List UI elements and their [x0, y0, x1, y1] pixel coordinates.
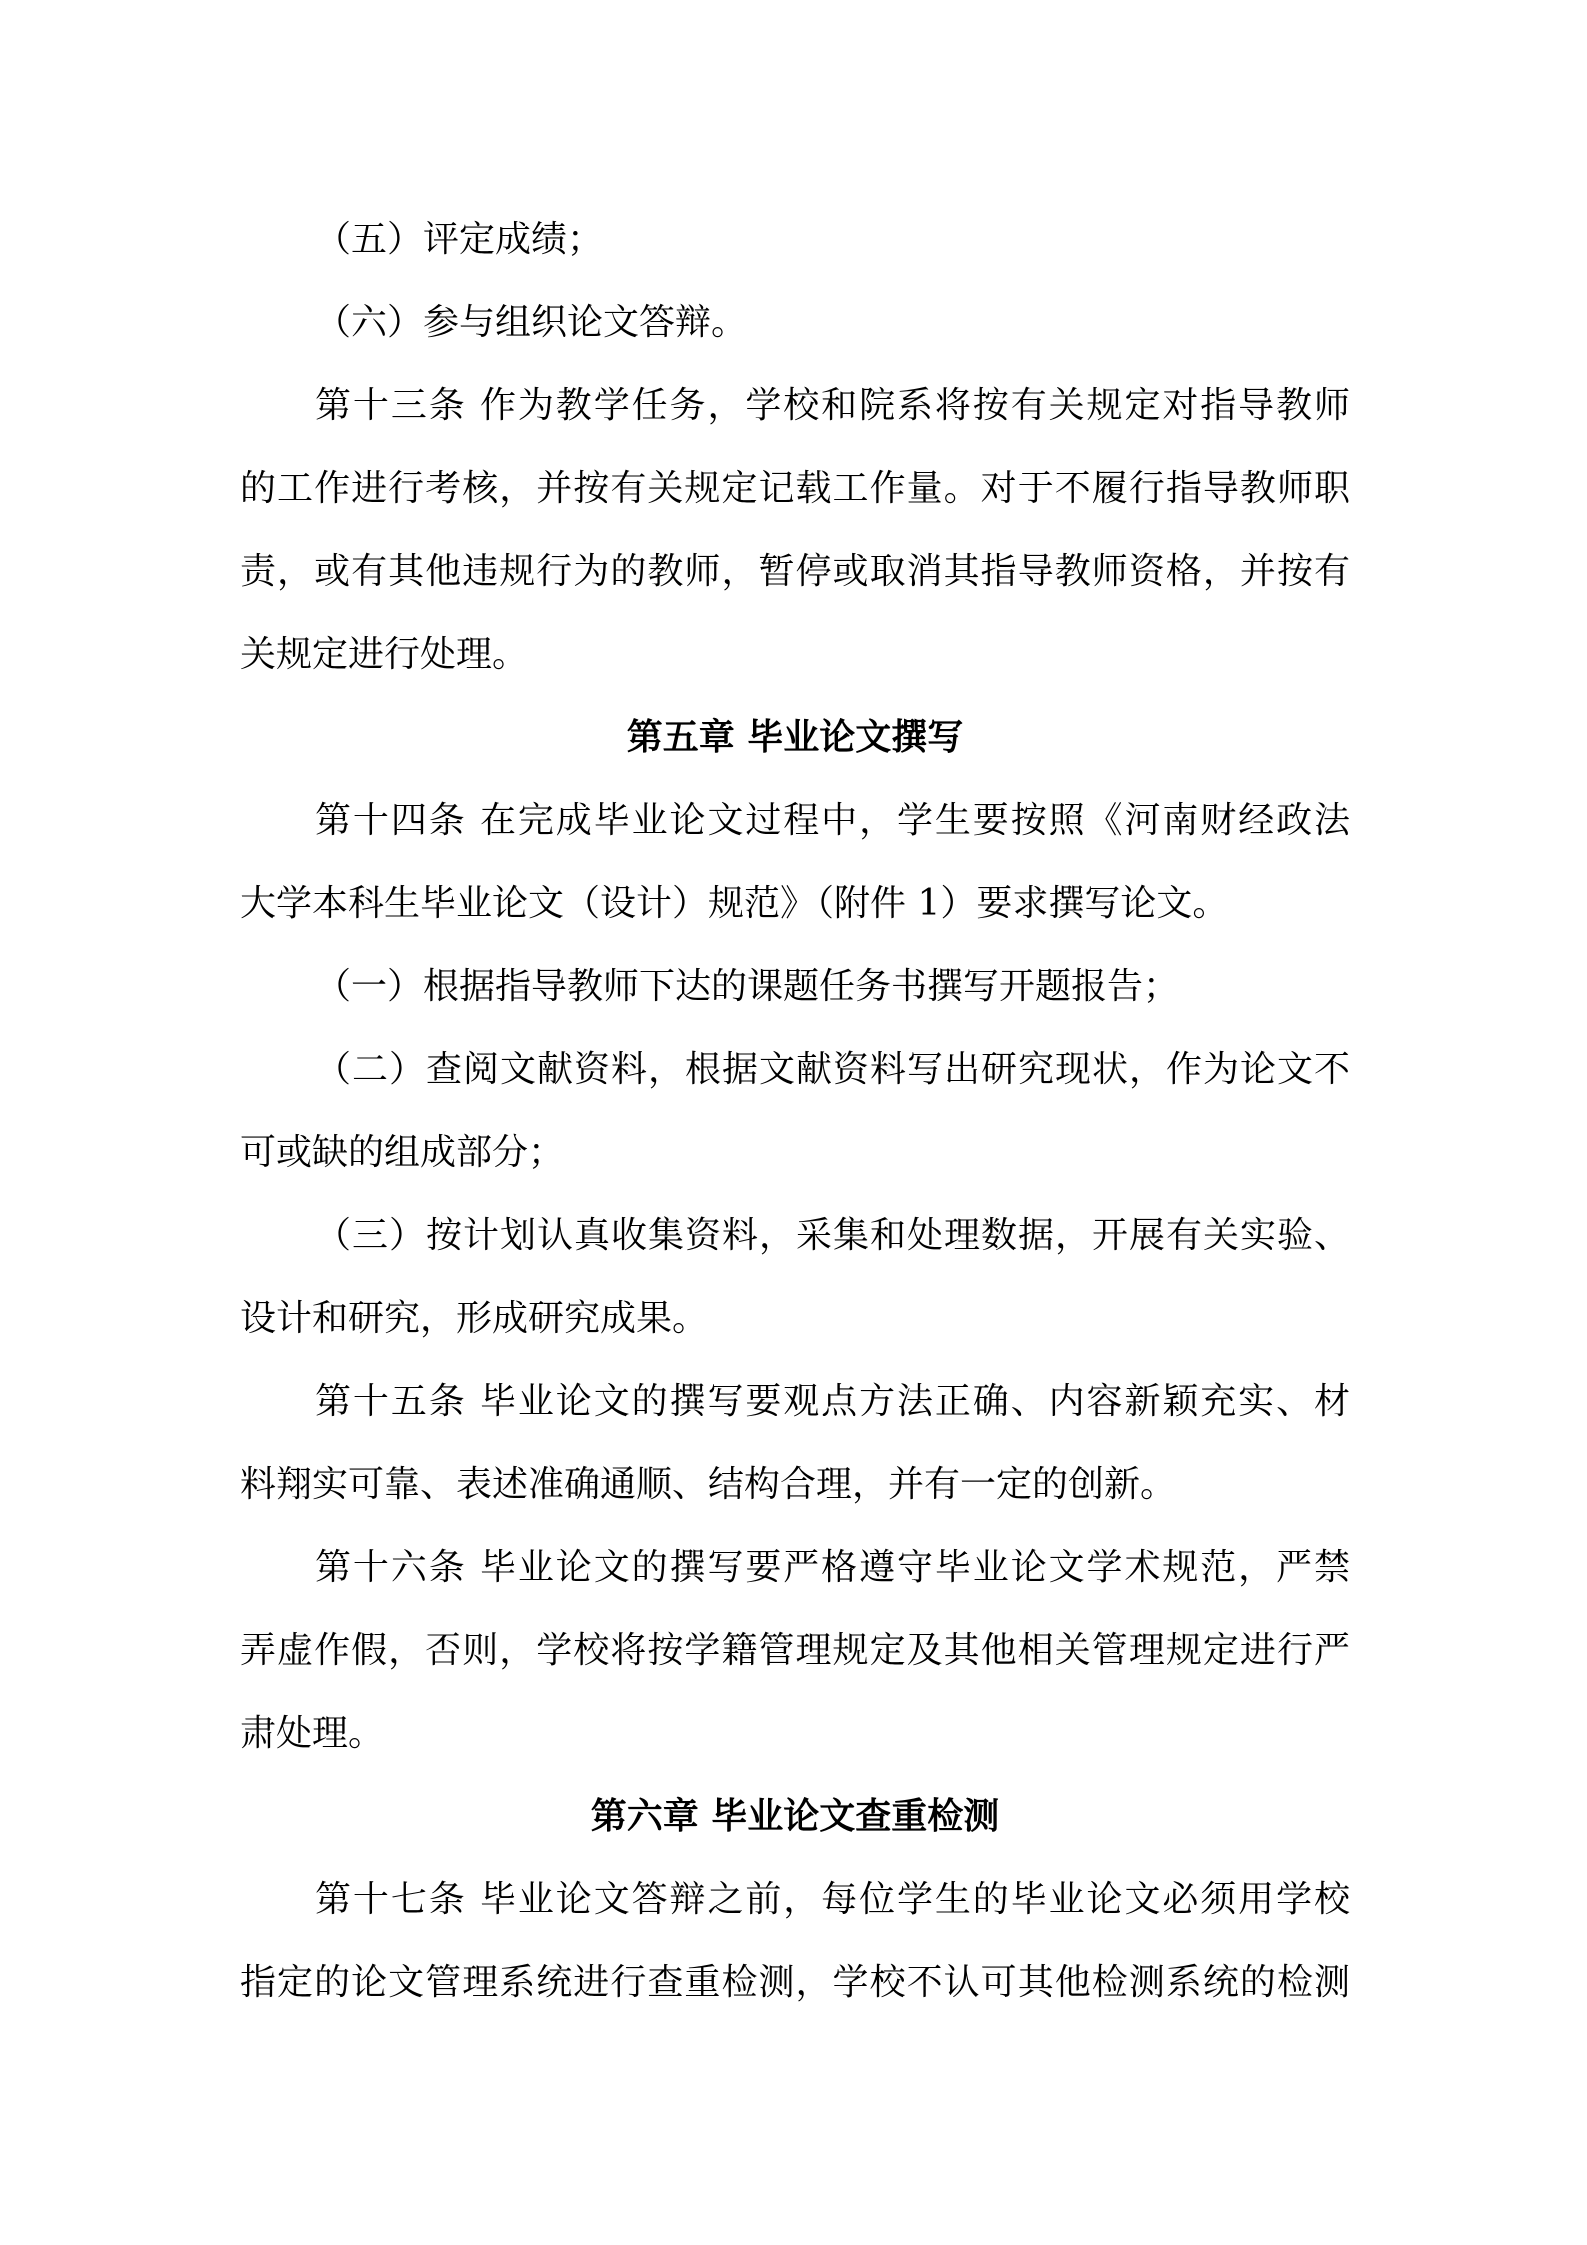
list-item-6: [240, 281, 1350, 364]
list-item-1: [240, 945, 1350, 1028]
paragraph-line: （三）按计划认真收集资料，采集和处理数据，开展有关实验、: [315, 1215, 1350, 1256]
paragraph-line: 的工作进行考核，并按有关规定记载工作量。对于不履行指导教师职: [240, 468, 1350, 509]
paragraph-line: 弄虚作假，否则，学校将按学籍管理规定及其他相关管理规定进行严: [240, 1630, 1350, 1671]
paragraph-line: 指定的论文管理系统进行查重检测，学校不认可其他检测系统的检测: [240, 1962, 1350, 2003]
paragraph-line: 责，或有其他违规行为的教师，暂停或取消其指导教师资格，并按有: [240, 551, 1350, 592]
paragraph-line: （六）参与组织论文答辩。: [315, 302, 748, 343]
paragraph-line: 第十五条 毕业论文的撰写要观点方法正确、内容新颖充实、材: [315, 1381, 1350, 1422]
article-17: [240, 1858, 1350, 2024]
article-15: [240, 1360, 1350, 1526]
paragraph-line: 大学本科生毕业论文（设计）规范》（附件 1）要求撰写论文。: [240, 883, 1229, 924]
article-13: [240, 364, 1350, 696]
paragraph-line: （一）根据指导教师下达的课题任务书撰写开题报告；: [315, 966, 1180, 1007]
chapter-6-heading: [240, 1775, 1350, 1858]
document-body: [240, 198, 1350, 2024]
paragraph-line: 第十七条 毕业论文答辩之前，每位学生的毕业论文必须用学校: [315, 1879, 1350, 1920]
paragraph-line: 关规定进行处理。: [240, 634, 529, 675]
paragraph-line: 设计和研究，形成研究成果。: [240, 1298, 709, 1339]
list-item-5: [240, 198, 1350, 281]
chapter-heading: 第五章 毕业论文撰写: [626, 716, 964, 758]
list-item-3: [240, 1194, 1350, 1360]
article-16: [240, 1526, 1350, 1775]
paragraph-line: 第十三条 作为教学任务，学校和院系将按有关规定对指导教师: [315, 385, 1350, 426]
paragraph-line: 第十六条 毕业论文的撰写要严格遵守毕业论文学术规范，严禁: [315, 1547, 1350, 1588]
paragraph-line: 肃处理。: [240, 1713, 385, 1754]
article-14: [240, 779, 1350, 945]
chapter-heading: 第六章 毕业论文查重检测: [590, 1795, 1000, 1837]
chapter-5-heading: [240, 696, 1350, 779]
paragraph-line: （二）查阅文献资料，根据文献资料写出研究现状，作为论文不: [315, 1049, 1350, 1090]
paragraph-line: （五）评定成绩；: [315, 219, 604, 260]
paragraph-line: 第十四条 在完成毕业论文过程中，学生要按照《河南财经政法: [315, 800, 1350, 841]
list-item-2: [240, 1028, 1350, 1194]
paragraph-line: 料翔实可靠、表述准确通顺、结构合理，并有一定的创新。: [240, 1464, 1177, 1505]
paragraph-line: 可或缺的组成部分；: [240, 1132, 565, 1173]
